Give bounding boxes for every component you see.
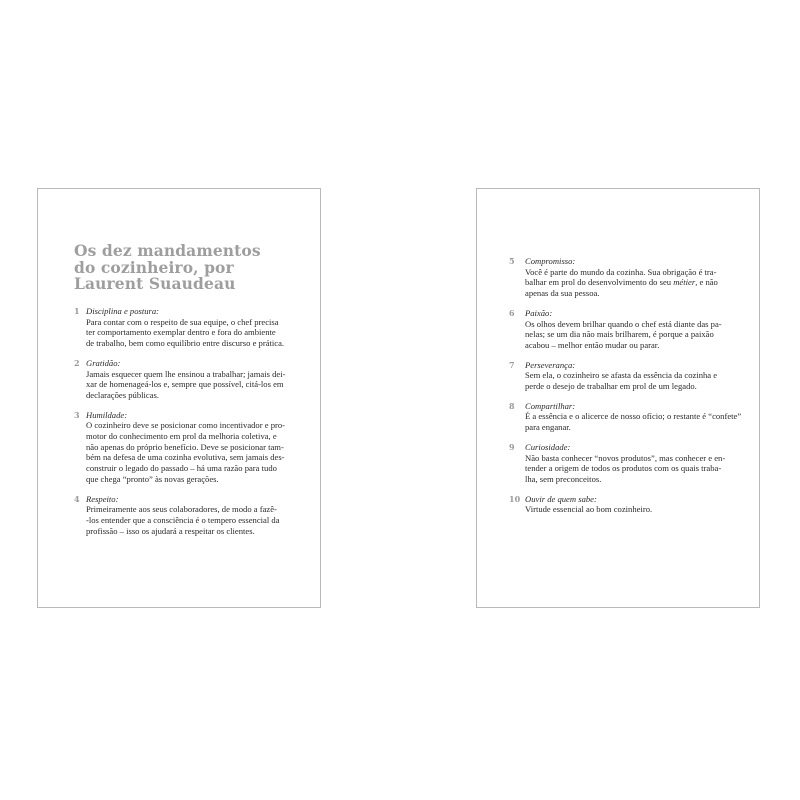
right-page — [476, 188, 760, 608]
title-line: do cozinheiro, por — [74, 257, 234, 277]
commandment-heading: Ouvir de quem sabe: — [525, 493, 597, 504]
text-line: É a essência e o alicerce de nosso ofício; o restante é “confete” — [525, 411, 742, 422]
commandment-item — [509, 401, 743, 433]
commandment-heading: Disciplina e postura: — [86, 306, 160, 316]
text-line: Os olhos devem brilhar quando o chef está diante das pa- — [525, 318, 722, 329]
commandment-number: 3 — [74, 409, 80, 420]
text-line: Você é parte do mundo da cozinha. Sua obrigação é tra- — [525, 266, 717, 277]
commandment-heading: Gratidão: — [86, 357, 121, 368]
commandment-heading: Curiosidade: — [525, 441, 571, 452]
text-line: construir o legado do passado – há uma razão para tudo — [86, 463, 277, 474]
text-line: nelas; se um dia não mais brilharem, é porque a paixão — [525, 329, 714, 340]
commandment-heading: Compromisso: — [525, 256, 576, 266]
commandment-item — [74, 306, 304, 349]
text-line: ter comportamento exemplar dentro e fora do ambiente — [86, 327, 276, 338]
commandment-text — [525, 319, 743, 351]
commandment-item — [509, 442, 743, 485]
commandment-number: 9 — [509, 441, 515, 452]
text-line: Virtude essencial ao bom cozinheiro. — [525, 504, 653, 515]
commandment-item — [509, 360, 743, 392]
commandment-heading: Paixão: — [525, 307, 553, 318]
text-line: não apenas do próprio benefício. Deve se posicionar tam- — [86, 441, 284, 452]
commandment-text — [86, 317, 304, 349]
commandment-heading: Perseverança: — [525, 359, 576, 370]
text-line: -los entender que a consciência é o tempero essencial da — [86, 514, 280, 525]
commandment-text — [525, 411, 743, 432]
text-line: declarações públicas. — [86, 389, 160, 400]
text-line: de trabalho, bem como equilíbrio entre discurso e prática. — [86, 338, 285, 349]
text-line: para enganar. — [525, 422, 571, 433]
commandment-number: 2 — [74, 357, 80, 368]
title-line: Os dez mandamentos — [74, 241, 261, 260]
commandment-text — [525, 370, 743, 391]
commandment-number: 5 — [509, 256, 515, 266]
commandment-number: 6 — [509, 307, 515, 318]
text-line: apenas da sua pessoa. — [525, 288, 600, 299]
commandment-item — [74, 358, 304, 401]
commandment-item — [509, 308, 743, 351]
commandment-text — [525, 453, 743, 485]
text-line: Jamais esquecer quem lhe ensinou a trabalhar; jamais dei- — [86, 368, 286, 379]
commandment-number: 4 — [74, 493, 80, 504]
text-line: perde o desejo de trabalhar em prol de um legado. — [525, 381, 697, 392]
left-page — [37, 188, 321, 608]
text-line: bém na defesa de uma cozinha evolutiva, sem jamais des- — [86, 452, 285, 463]
commandment-heading: Respeito: — [86, 493, 119, 504]
commandment-item — [509, 494, 743, 515]
commandment-text — [525, 504, 743, 515]
commandment-number: 1 — [74, 306, 80, 316]
text-line: que chega “pronto” às novas gerações. — [86, 473, 219, 484]
commandment-number: 10 — [509, 493, 521, 504]
text-line: balhar em prol do desenvolvimento do seu métier, e não — [525, 277, 718, 288]
commandment-item — [74, 410, 304, 485]
commandment-heading: Humildade: — [86, 409, 128, 420]
text-line: Primeiramente aos seus colaboradores, de modo a fazê- — [86, 504, 277, 515]
text-line: tender a origem de todos os produtos com os quais traba- — [525, 463, 722, 474]
emphasis-word: métier — [673, 277, 696, 288]
commandment-text — [86, 420, 304, 484]
commandment-list — [74, 306, 304, 545]
text-line: acabou – melhor então mudar ou parar. — [525, 339, 660, 350]
text-line: O cozinheiro deve se posicionar como incentivador e pro- — [86, 420, 286, 431]
title-line: Laurent Suaudeau — [74, 274, 236, 293]
page-title — [74, 243, 314, 293]
commandment-heading: Compartilhar: — [525, 400, 576, 411]
commandment-number: 8 — [509, 400, 515, 411]
text-line: lha, sem preconceitos. — [525, 473, 602, 484]
text-line: Não basta conhecer “novos produtos”, mas conhecer e en- — [525, 452, 726, 463]
text-line: Para contar com o respeito de sua equipe, o chef precisa — [86, 316, 279, 327]
commandment-list — [509, 256, 743, 524]
text-line: Sem ela, o cozinheiro se afasta da essência da cozinha e — [525, 370, 718, 381]
commandment-item — [509, 256, 743, 299]
text-line: profissão – isso os ajudará a respeitar os clientes. — [86, 525, 255, 536]
text-line: xar de homenageá-los e, sempre que possível, citá-los em — [86, 379, 284, 390]
commandment-text — [525, 267, 743, 299]
commandment-number: 7 — [509, 359, 515, 370]
commandment-item — [74, 494, 304, 537]
commandment-text — [86, 369, 304, 401]
text-line: motor do conhecimento em prol da melhoria coletiva, e — [86, 431, 277, 442]
commandment-text — [86, 504, 304, 536]
